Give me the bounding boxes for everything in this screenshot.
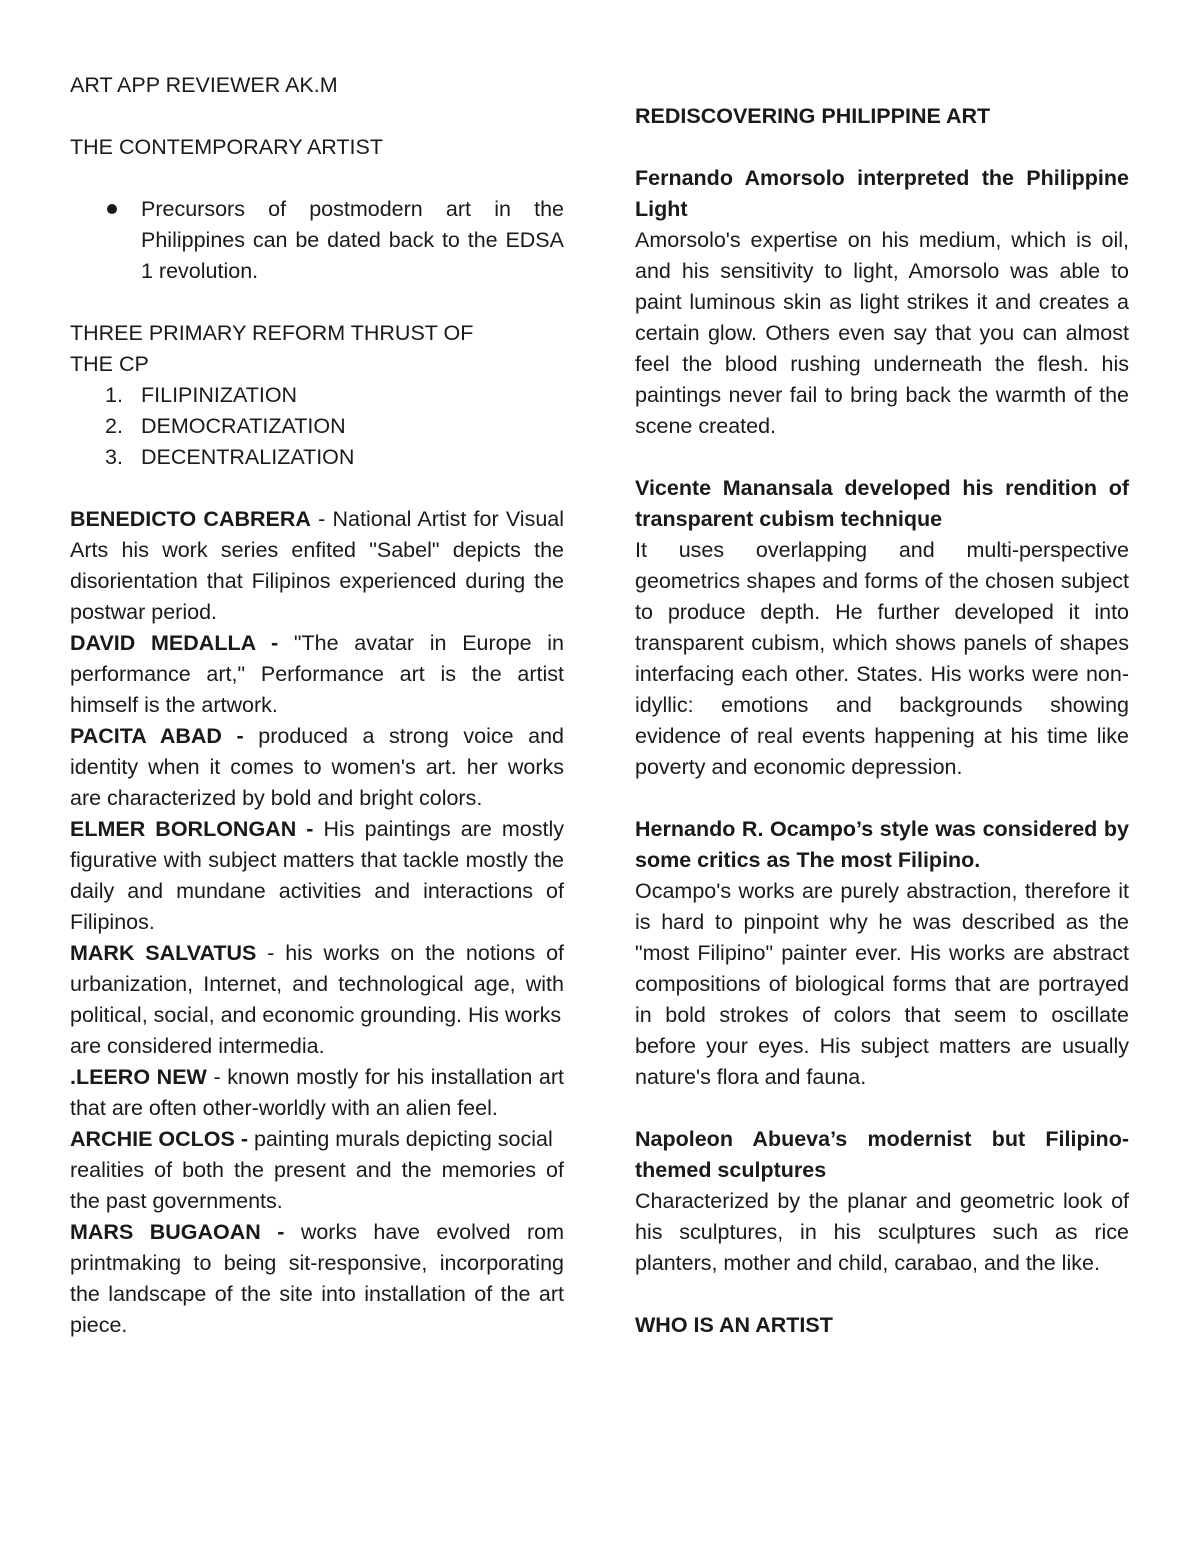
artist-name: MARS BUGAOAN - xyxy=(70,1220,285,1244)
artist-description: painting murals depicting social xyxy=(253,1127,553,1151)
artist-description: known mostly for his installation art that are often other-worldly with an alien feel. xyxy=(70,1065,565,1120)
reform-item xyxy=(70,380,564,411)
doc-title: ART APP REVIEWER AK.M xyxy=(70,73,338,97)
entry-heading: Napoleon Abueva’s modernist but Filipino-themed sculptures xyxy=(635,1127,1129,1182)
artist-name: BENEDICTO CABRERA xyxy=(70,507,311,531)
reform-list xyxy=(70,380,564,473)
artist-separator xyxy=(313,817,323,841)
artist-entry xyxy=(70,721,564,814)
entry-body: It uses overlapping and multi-perspective geometrics shapes and forms of the chosen subject to produce depth. He further developed it into transparent cubism, which shows panels of shapes interfacing each other. States. His works were non- idyllic: emotions and backgrounds showing evidence of real events happening at his time like poverty and economic depression. xyxy=(635,538,1129,779)
artist-name: .LEERO NEW xyxy=(70,1065,207,1089)
entry-heading: Hernando R. Ocampo’s style was considered by some critics as The most Filipino. xyxy=(635,817,1129,872)
bullet-list xyxy=(70,194,564,287)
artist-entry xyxy=(70,628,564,721)
artist-name: ARCHIE OCLOS - xyxy=(70,1127,248,1151)
artist-description: His paintings are mostly figurative with subject matters that tackle mostly the daily and mundane activities and interactions of Filipinos. xyxy=(70,817,565,934)
final-heading: WHO IS AN ARTIST xyxy=(635,1313,833,1337)
reform-text: DECENTRALIZATION xyxy=(141,445,355,469)
artist-separator: - xyxy=(206,1065,228,1089)
reform-item xyxy=(70,442,564,473)
entry-heading: Fernando Amorsolo interpreted the Philippine Light xyxy=(635,166,1129,221)
artist-name: DAVID MEDALLA - xyxy=(70,631,279,655)
artist-description: "The avatar in Europe in performance art," Performance art is the artist himself is the artwork. xyxy=(70,631,564,717)
reform-number: 1. xyxy=(105,383,123,407)
artist-entry xyxy=(70,504,564,628)
reform-text: DEMOCRATIZATION xyxy=(141,414,346,438)
artist-separator xyxy=(278,631,294,655)
reform-number: 2. xyxy=(105,414,123,438)
artist-description: National Artist for Visual Arts his work series enfited "Sabel" depicts the disorientation that Filipinos experienced during the postwar period. xyxy=(70,507,565,624)
artist-description: his works on the notions of urbanization, Internet, and technological age, with political, social, and economic grounding. His works xyxy=(70,941,564,1027)
artist-continuation: realities of both the present and the memories of the past governments. xyxy=(70,1158,564,1213)
artist-name: MARK SALVATUS xyxy=(70,941,257,965)
artist-entry xyxy=(70,814,564,938)
artist-separator xyxy=(284,1220,300,1244)
entry-body: Amorsolo's expertise on his medium, which is oil, and his sensitivity to light, Amorsolo was able to paint luminous skin as light strikes it and creates a certain glow. Others even say that you can almost feel the blood rushing underneath the flesh. his paintings never fail to bring back the warmth of the scene created. xyxy=(635,228,1129,438)
artist-name: PACITA ABAD - xyxy=(70,724,244,748)
artist-description: works have evolved rom printmaking to being sit-responsive, incorporating the landscape of the site into installation of the art piece. xyxy=(70,1220,564,1337)
section-title-contemporary-artist: THE CONTEMPORARY ARTIST xyxy=(70,135,383,159)
entry-heading: Vicente Manansala developed his rendition of transparent cubism technique xyxy=(635,476,1129,531)
artist-description: produced a strong voice and identity when it comes to women's art. her works are characterized by bold and bright colors. xyxy=(70,724,565,810)
artist-entry xyxy=(70,938,564,1031)
left-column xyxy=(70,70,564,1341)
bullet-item: Precursors of postmodern art in the Philippines can be dated back to the EDSA 1 revolution. xyxy=(141,194,564,287)
reform-text: FILIPINIZATION xyxy=(141,383,298,407)
artist-separator xyxy=(244,724,259,748)
artist-entry xyxy=(70,1217,564,1341)
reform-number: 3. xyxy=(105,445,123,469)
artist-name: ELMER BORLONGAN - xyxy=(70,817,314,841)
entry-body: Characterized by the planar and geometric look of his sculptures, in his sculptures such as rice planters, mother and child, carabao, and the like. xyxy=(635,1189,1129,1275)
reform-heading-line-2: THE CP xyxy=(70,352,149,376)
artist-entry xyxy=(70,1124,564,1155)
entry-body: Ocampo's works are purely abstraction, therefore it is hard to pinpoint why he was described as the "most Filipino" painter ever. His works are abstract compositions of biological forms that are portrayed in bold strokes of colors that seem to oscillate before your eyes. His subject matters are usually nature's flora and fauna. xyxy=(635,879,1129,1089)
reform-heading-line-1: THREE PRIMARY REFORM THRUST OF xyxy=(70,321,474,345)
artist-entry xyxy=(70,1062,564,1124)
section-title-rediscovering: REDISCOVERING PHILIPPINE ART xyxy=(635,104,991,128)
right-column xyxy=(635,101,1129,1341)
artist-continuation: are considered intermedia. xyxy=(70,1034,325,1058)
artist-separator: - xyxy=(310,507,333,531)
reform-item xyxy=(70,411,564,442)
artist-separator: - xyxy=(256,941,286,965)
